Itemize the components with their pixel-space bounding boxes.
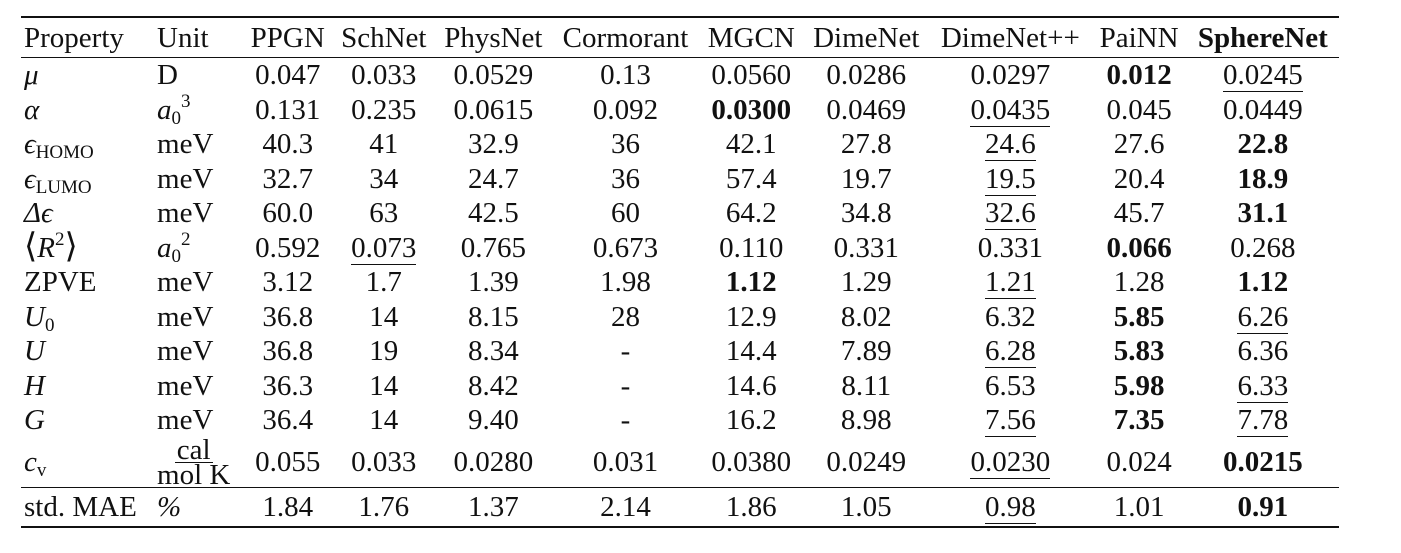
table-row — [21, 334, 1339, 369]
value-cell: 8.34 — [467, 335, 519, 368]
header-property: Property — [24, 21, 124, 54]
unit-base: $a_0$ — [157, 231, 182, 267]
property-cell: $c_v$ — [24, 446, 47, 481]
table-row — [21, 231, 1339, 266]
value-cell: 1.7 — [365, 266, 402, 299]
header-dimenet: DimeNet — [813, 21, 920, 54]
value-cell: 28 — [610, 300, 640, 333]
header-mgcn: MGCN — [707, 21, 795, 54]
value-cell: 1.28 — [1113, 266, 1165, 299]
value-cell: 0.033 — [351, 446, 417, 478]
value-cell-second: 7.56 — [984, 404, 1036, 437]
value-cell: 8.11 — [841, 369, 892, 402]
property-cell: ZPVE — [24, 266, 97, 299]
value-cell-best: 0.0300 — [711, 93, 792, 126]
value-cell: 42.1 — [725, 128, 777, 161]
value-cell: 6.53 — [984, 369, 1036, 402]
unit-base-sub: 0 — [171, 107, 182, 129]
value-cell: 0.055 — [255, 446, 321, 478]
value-cell: 0.0615 — [453, 93, 534, 126]
unit-cell: meV — [157, 300, 214, 333]
value-cell: 0.0286 — [826, 59, 907, 92]
value-cell-best: 0.066 — [1106, 231, 1172, 264]
value-cell: 36 — [610, 162, 640, 195]
value-cell: 0.331 — [833, 231, 899, 264]
value-cell-second: 0.0435 — [970, 93, 1051, 126]
value-cell: 1.39 — [467, 266, 519, 299]
property-cell: std. MAE — [24, 490, 137, 523]
property-cell: $⟨R^2⟩$ — [24, 228, 78, 266]
value-cell: 40.3 — [262, 128, 314, 161]
unit-cell: % — [157, 490, 182, 523]
value-cell: 0.13 — [600, 59, 651, 92]
value-cell: 8.98 — [840, 404, 892, 437]
unit-cell: D — [157, 59, 178, 92]
value-cell-second: 0.0230 — [970, 446, 1051, 478]
value-cell-best: 31.1 — [1237, 197, 1289, 230]
value-cell-best: 5.98 — [1113, 369, 1165, 402]
value-cell: 0.024 — [1106, 446, 1172, 478]
value-cell: 36.8 — [262, 300, 314, 333]
value-cell: 36.4 — [262, 404, 314, 437]
table-row — [21, 93, 1339, 128]
value-cell: 6.32 — [984, 300, 1036, 333]
unit-cell: meV — [157, 266, 214, 299]
value-cell-best: 0.0215 — [1222, 446, 1303, 478]
value-cell-second: 7.78 — [1237, 404, 1289, 437]
unit-base: $a_0$ — [157, 93, 182, 129]
value-cell: 8.15 — [467, 300, 519, 333]
value-cell-second: 19.5 — [984, 162, 1036, 195]
value-cell-second: 0.98 — [984, 490, 1036, 523]
value-cell: 0.0280 — [453, 446, 534, 478]
unit-numerator: cal — [176, 433, 211, 466]
unit-cell: meV — [157, 369, 214, 402]
value-cell: 0.0380 — [711, 446, 792, 478]
value-cell-best: 18.9 — [1237, 162, 1289, 195]
value-cell: 19.7 — [840, 162, 892, 195]
value-cell-second: 0.073 — [351, 231, 417, 264]
angle-bracket-close: ⟩ — [64, 228, 78, 266]
value-cell: 0.131 — [255, 93, 321, 126]
table-row — [21, 196, 1339, 231]
value-cell: 0.045 — [1106, 93, 1172, 126]
value-cell: 41 — [369, 128, 399, 161]
value-cell: 1.37 — [467, 490, 519, 523]
unit-sup: 3 — [181, 90, 191, 112]
value-cell-best: 22.8 — [1237, 128, 1289, 161]
value-cell: 1.86 — [725, 490, 777, 523]
unit-denominator: mol K — [157, 458, 231, 491]
unit-cell — [154, 433, 243, 491]
value-cell: 7.89 — [840, 335, 892, 368]
unit-cell: meV — [157, 197, 214, 230]
header-painn: PaiNN — [1099, 21, 1179, 54]
header-unit: Unit — [157, 21, 209, 54]
value-cell: 20.4 — [1113, 162, 1165, 195]
value-cell-best: 0.012 — [1106, 59, 1172, 92]
unit-cell — [154, 90, 243, 129]
value-cell: 36.3 — [262, 369, 314, 402]
value-cell: 0.0249 — [826, 446, 907, 478]
property-cell: H — [24, 369, 45, 402]
value-cell-second: 6.28 — [984, 335, 1036, 368]
unit-cell: meV — [157, 162, 214, 195]
unit-cell: meV — [157, 128, 214, 161]
header-spherenet: SphereNet — [1197, 21, 1328, 54]
value-cell: 64.2 — [725, 197, 777, 230]
value-cell-second: 6.33 — [1237, 369, 1289, 402]
value-cell: 1.84 — [262, 490, 314, 523]
unit-cell: meV — [157, 404, 214, 437]
property-cell: $\epsilon_{LUMO}$ — [24, 162, 92, 198]
table-row — [21, 58, 1339, 93]
value-cell-second: 32.6 — [984, 197, 1036, 230]
header-cormorant: Cormorant — [562, 21, 689, 54]
angle-bracket-open: ⟨ — [24, 228, 38, 266]
property-cell: Δϵ — [24, 197, 53, 230]
unit-fraction — [157, 433, 231, 491]
value-cell-second: 24.6 — [984, 128, 1036, 161]
value-cell: 0.0449 — [1222, 93, 1303, 126]
property-cell: $U_0$ — [24, 300, 55, 336]
value-cell: 0.092 — [592, 93, 659, 126]
value-cell: 36 — [610, 128, 640, 161]
value-cell-second: 6.26 — [1237, 300, 1289, 333]
value-cell: 60 — [610, 197, 640, 230]
property-cell: $\epsilon_{HOMO}$ — [24, 128, 94, 164]
value-cell: 0.268 — [1230, 231, 1296, 264]
value-cell-second: 0.0245 — [1222, 59, 1303, 92]
value-cell: 2.14 — [600, 490, 651, 523]
property-cell: G — [24, 404, 45, 437]
value-cell: 57.4 — [725, 162, 777, 195]
header-schnet: SchNet — [341, 21, 427, 54]
value-cell-best: 7.35 — [1113, 404, 1165, 437]
value-cell: 34 — [369, 162, 399, 195]
property-cell: U — [24, 335, 45, 368]
value-cell: 0.765 — [460, 231, 526, 264]
value-cell: 0.331 — [977, 231, 1043, 264]
value-cell: 14.4 — [725, 335, 777, 368]
value-cell: 60.0 — [262, 197, 314, 230]
value-cell: 0.0529 — [453, 59, 534, 92]
header-ppgn: PPGN — [250, 21, 325, 54]
value-cell: 32.7 — [262, 162, 314, 195]
value-cell-best: 1.12 — [1237, 266, 1289, 299]
value-cell: 0.031 — [592, 446, 659, 478]
value-cell-best: 5.83 — [1113, 335, 1165, 368]
header-dimenetpp: DimeNet++ — [940, 21, 1080, 54]
summary-row — [21, 487, 1339, 527]
unit-cell — [154, 228, 243, 267]
table-row — [21, 403, 1339, 438]
value-cell: 1.01 — [1113, 490, 1165, 523]
value-cell: 1.05 — [840, 490, 892, 523]
unit-sup: 2 — [181, 228, 191, 250]
value-cell: 16.2 — [725, 404, 777, 437]
value-cell: 8.42 — [467, 369, 519, 402]
results-table — [21, 16, 1339, 528]
value-cell: 36.8 — [262, 335, 314, 368]
value-cell: 34.8 — [840, 197, 892, 230]
header-physnet: PhysNet — [444, 21, 543, 54]
table-row — [21, 127, 1339, 162]
unit-cell: meV — [157, 335, 214, 368]
value-cell: 0.673 — [592, 231, 659, 264]
value-cell: 14 — [369, 300, 399, 333]
value-cell: 27.6 — [1113, 128, 1165, 161]
property-cell: α — [24, 93, 40, 126]
table-row — [21, 369, 1339, 404]
table-row — [21, 265, 1339, 300]
value-cell: 45.7 — [1113, 197, 1165, 230]
value-cell: 0.047 — [255, 59, 321, 92]
value-cell-second: 1.21 — [984, 266, 1036, 299]
value-cell: 32.9 — [467, 128, 519, 161]
value-cell: 24.7 — [467, 162, 519, 195]
value-cell: 27.8 — [840, 128, 892, 161]
value-cell: 1.29 — [840, 266, 892, 299]
value-cell: 9.40 — [467, 404, 519, 437]
value-cell: 3.12 — [262, 266, 314, 299]
value-cell: 6.36 — [1237, 335, 1289, 368]
value-cell: 12.9 — [725, 300, 777, 333]
value-cell-best: 1.12 — [725, 266, 777, 299]
value-cell: 0.592 — [255, 231, 321, 264]
value-cell: 14 — [369, 404, 399, 437]
value-cell: 0.235 — [351, 93, 417, 126]
table-row — [21, 438, 1339, 488]
value-cell: 8.02 — [840, 300, 892, 333]
value-cell: - — [620, 369, 631, 402]
value-cell: 14 — [369, 369, 399, 402]
value-cell: 0.0560 — [711, 59, 792, 92]
value-cell: 1.76 — [358, 490, 410, 523]
value-cell: 1.98 — [600, 266, 651, 299]
unit-base-sub: 0 — [171, 245, 182, 267]
value-cell: - — [620, 404, 631, 437]
table-row — [21, 300, 1339, 335]
value-cell-best: 0.91 — [1237, 490, 1289, 523]
value-cell: 0.033 — [351, 59, 417, 92]
table-row — [21, 162, 1339, 197]
value-cell: 42.5 — [467, 197, 519, 230]
header-row — [21, 17, 1339, 58]
value-cell: 14.6 — [725, 369, 777, 402]
value-cell: 0.110 — [719, 231, 784, 264]
value-cell: - — [620, 335, 631, 368]
value-cell: 63 — [369, 197, 399, 230]
value-cell: 0.0469 — [826, 93, 907, 126]
value-cell: 0.0297 — [970, 59, 1051, 92]
value-cell: 19 — [369, 335, 399, 368]
value-cell-best: 5.85 — [1113, 300, 1165, 333]
property-cell: μ — [24, 59, 39, 92]
